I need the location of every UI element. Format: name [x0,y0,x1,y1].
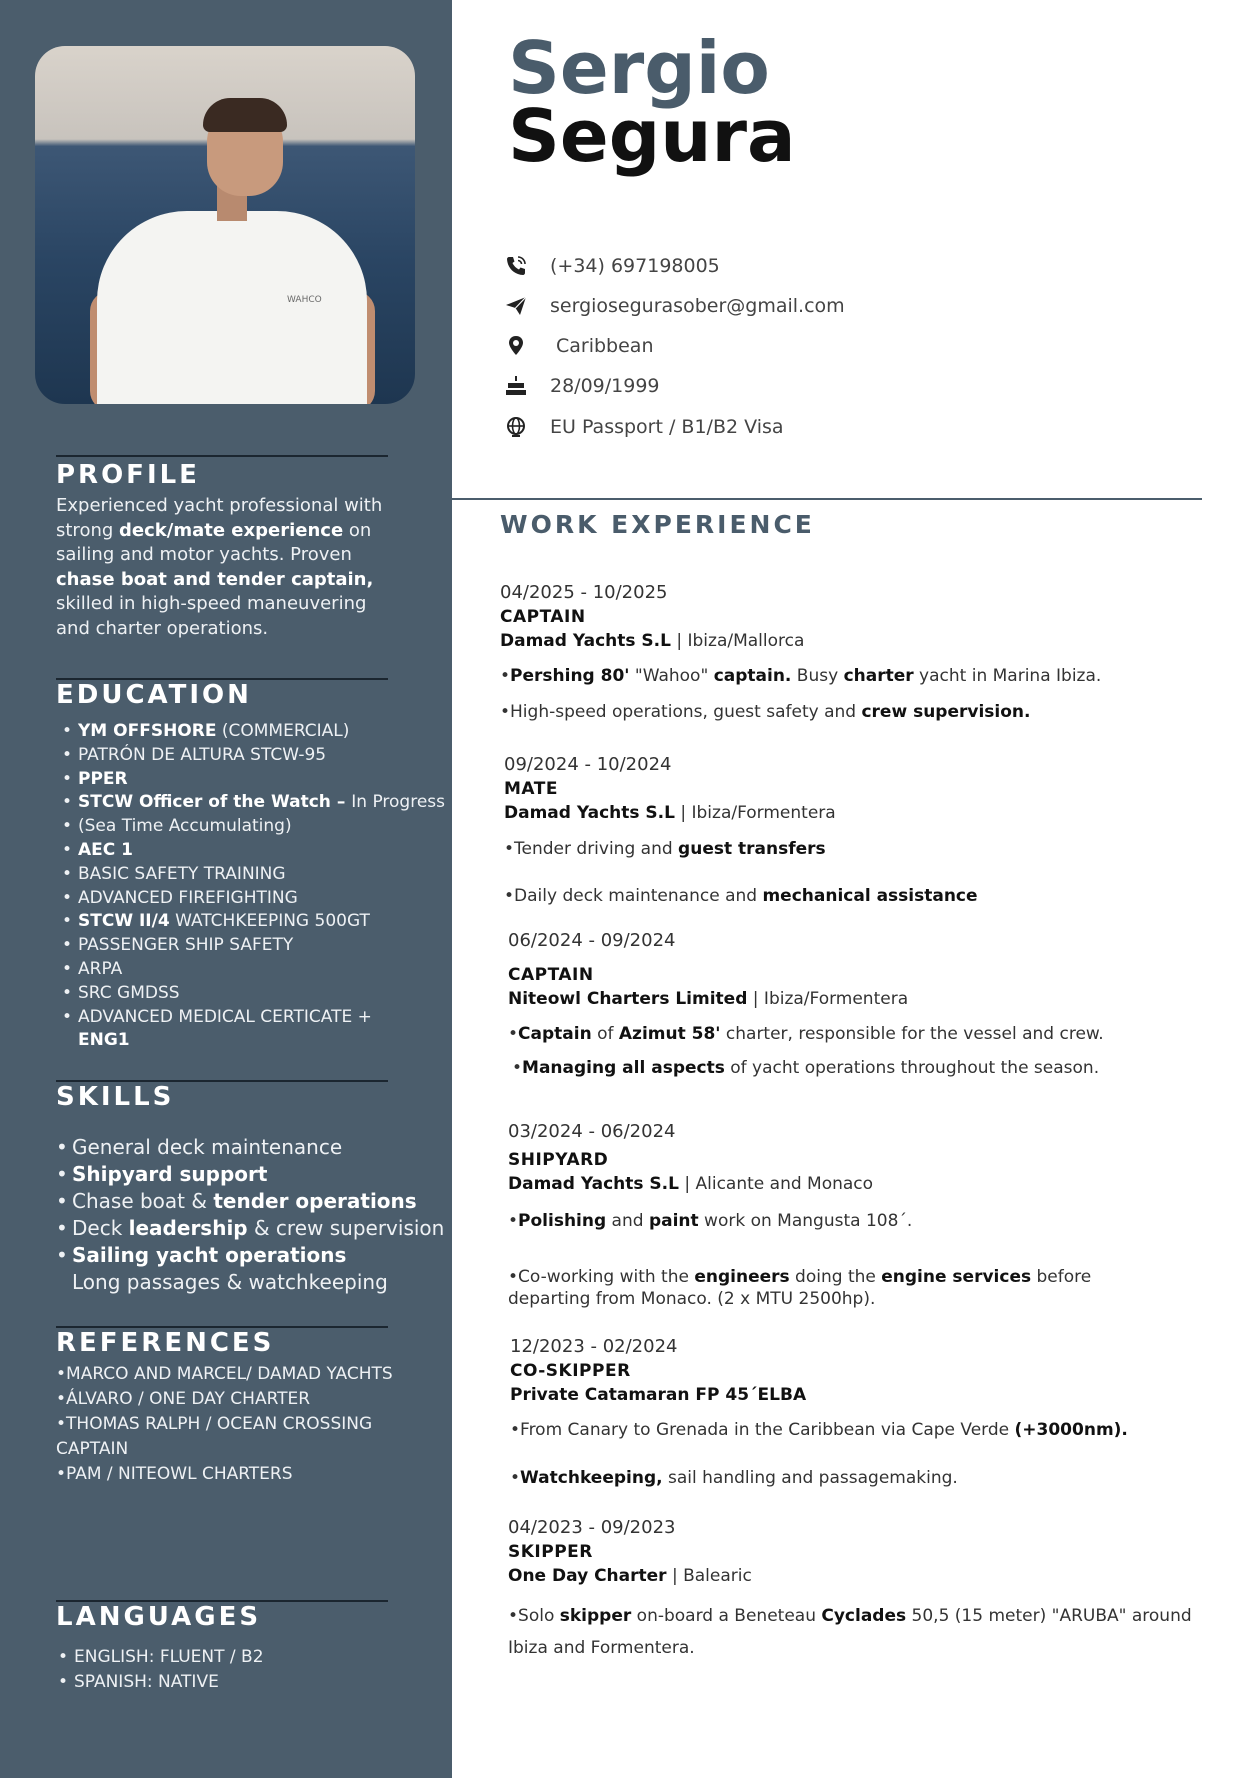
education-item: • PASSENGER SHIP SAFETY [62,934,452,958]
reference-item: •PAM / NITEOWL CHARTERS [56,1464,293,1484]
job-bullet: •High-speed operations, guest safety and crew supervision. [500,702,1031,722]
education-item: • PPER [62,768,452,792]
language-item: • ENGLISH: FLUENT / B2 [58,1645,264,1670]
contact-location [504,332,1004,360]
references-heading: REFERENCES [56,1328,275,1358]
profile-divider [56,455,388,457]
job-bullet: •Polishing and paint work on Mangusta 108´. [508,1211,913,1231]
job-role: SKIPPER [508,1542,593,1562]
job-bullet: •Watchkeeping, sail handling and passagemaking. [510,1468,958,1488]
skill-item: • Shipyard support [56,1161,446,1188]
skill-item: • Deck leadership & crew supervision [56,1215,446,1242]
job-entry [508,929,1228,1011]
profile-photo [35,46,415,404]
job-role: CO-SKIPPER [510,1361,631,1381]
languages-heading: LANGUAGES [56,1602,262,1632]
contact-email [504,292,1004,320]
job-date: 04/2025 - 10/2025 [500,582,668,603]
education-item: • ADVANCED FIREFIGHTING [62,887,452,911]
job-bullet: •Tender driving and guest transfers [504,839,826,859]
job-entry [508,1120,1228,1196]
skills-list [56,1134,446,1296]
job-bullet: •Pershing 80' "Wahoo" captain. Busy charter yacht in Marina Ibiza. [500,666,1102,686]
globe-icon [504,415,528,439]
languages-list [58,1645,264,1695]
skill-item: • Chase boat & tender operations [56,1188,446,1215]
job-date: 12/2023 - 02/2024 [510,1336,678,1357]
reference-item: •ÁLVARO / ONE DAY CHARTER [56,1389,311,1409]
job-date: 03/2024 - 06/2024 [508,1121,676,1142]
job-role: CAPTAIN [500,607,586,627]
last-name: Segura [508,94,796,178]
job-date: 04/2023 - 09/2023 [508,1517,676,1538]
job-role: MATE [504,779,558,799]
education-item: • STCW II/4 WATCHKEEPING 500GT [62,910,452,934]
profile-heading: PROFILE [56,460,200,490]
phone-icon [504,254,528,278]
language-item: • SPANISH: NATIVE [58,1670,264,1695]
dob-text: 28/09/1999 [550,375,660,397]
birthday-cake-icon [504,374,528,398]
job-company: One Day Charter | Balearic [508,1566,752,1586]
location-text: Caribbean [556,335,654,357]
job-date: 09/2024 - 10/2024 [504,754,672,775]
job-company: Damad Yachts S.L | Ibiza/Formentera [504,803,836,823]
job-entry [500,581,1220,653]
job-bullet: •Co-working with the engineers doing the engine services before departing from Monaco. (2 x MTU 2500hp). [508,1267,1092,1309]
job-bullet: •Daily deck maintenance and mechanical assistance [504,886,978,906]
education-item: ENG1 [78,1030,130,1051]
location-pin-icon [504,334,528,358]
reference-item: •THOMAS RALPH / OCEAN CROSSING CAPTAIN [56,1414,373,1459]
reference-item: •MARCO AND MARCEL/ DAMAD YACHTS [56,1364,393,1384]
education-item: • PATRÓN DE ALTURA STCW-95 [62,744,452,768]
education-list [62,720,452,1053]
shirt-logo: WAHCO [287,295,322,305]
education-item: • ADVANCED MEDICAL CERTICATE + [62,1006,452,1030]
education-item: • (Sea Time Accumulating) [62,815,452,839]
main-divider [452,498,1202,500]
paper-plane-icon [504,294,528,318]
phone-text[interactable]: (+34) 697198005 [550,255,720,277]
education-item: • ARPA [62,958,452,982]
job-bullet: •Managing all aspects of yacht operations throughout the season. [512,1058,1100,1078]
profile-text: Experienced yacht professional with strong deck/mate experience on sailing and motor yachts. Proven chase boat and tender captain, skilled in high-speed maneuvering and charter operations. [56,495,383,639]
education-heading: EDUCATION [56,680,252,710]
skills-heading: SKILLS [56,1082,175,1112]
sidebar [0,0,452,1778]
job-bullet: •Captain of Azimut 58' charter, responsible for the vessel and crew. [508,1024,1104,1044]
education-item: • YM OFFSHORE (COMMERCIAL) [62,720,452,744]
contact-passport [504,413,1004,441]
contact-dob [504,372,1004,400]
education-item: • SRC GMDSS [62,982,452,1006]
job-role: SHIPYARD [508,1150,609,1170]
contact-phone [504,252,1004,280]
email-text[interactable]: sergiosegurasober@gmail.com [550,295,845,317]
education-item: • AEC 1 [62,839,452,863]
job-company: Niteowl Charters Limited | Ibiza/Formentera [508,989,909,1009]
work-experience-heading: WORK EXPERIENCE [500,510,815,539]
job-entry [504,753,1224,825]
references-list [56,1362,416,1487]
job-entry [508,1516,1228,1588]
job-entry [510,1335,1230,1407]
job-company: Damad Yachts S.L | Ibiza/Mallorca [500,631,805,651]
job-company: Private Catamaran FP 45´ELBA [510,1385,807,1405]
job-role: CAPTAIN [508,965,594,985]
skill-item: • General deck maintenance [56,1134,446,1161]
job-company: Damad Yachts S.L | Alicante and Monaco [508,1174,874,1194]
first-name: Sergio [508,26,770,110]
skill-item: Long passages & watchkeeping [72,1270,388,1294]
job-bullet: •Solo skipper on-board a Beneteau Cyclades 50,5 (15 meter) "ARUBA" around Ibiza and Formentera. [508,1606,1192,1658]
job-bullet: •From Canary to Grenada in the Caribbean via Cape Verde (+3000nm). [510,1420,1128,1440]
education-item: • STCW Officer of the Watch – In Progress [62,791,452,815]
skill-item: • Sailing yacht operations [56,1242,446,1269]
job-date: 06/2024 - 09/2024 [508,930,676,951]
passport-text: EU Passport / B1/B2 Visa [550,416,784,438]
education-item: • BASIC SAFETY TRAINING [62,863,452,887]
